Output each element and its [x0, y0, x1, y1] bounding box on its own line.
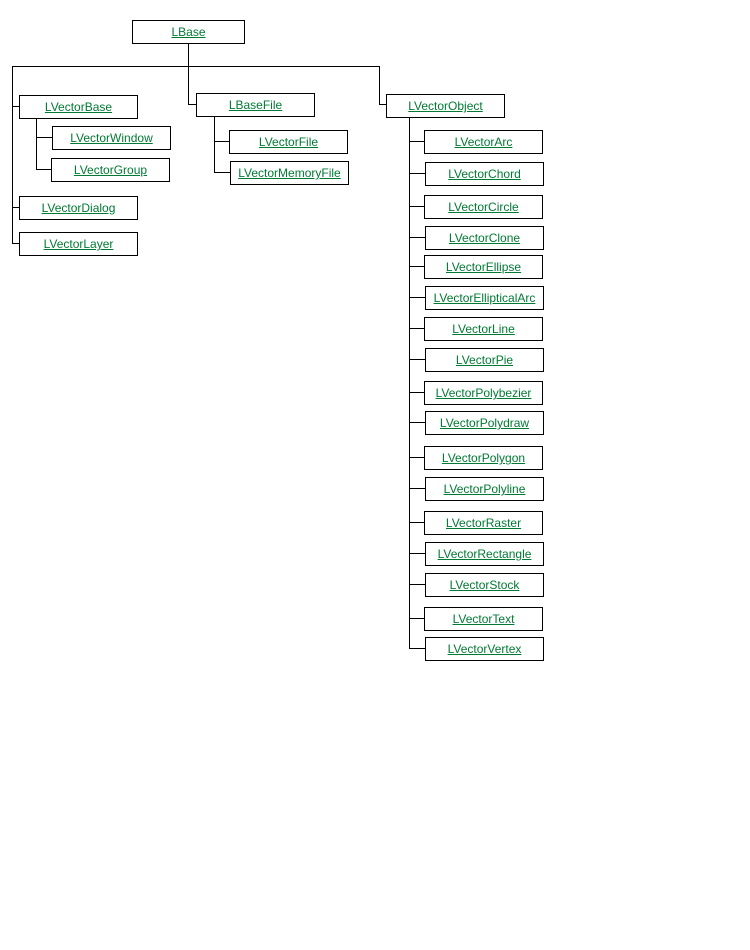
- connector-line: [409, 488, 425, 489]
- node-lvectorvertex: [425, 637, 544, 661]
- node-lvectortext: [424, 607, 543, 631]
- node-lvectormemoryfile: [230, 161, 349, 185]
- node-lvectorpolybezier: [424, 381, 543, 405]
- link-lvectorvertex[interactable]: LVectorVertex: [447, 642, 522, 656]
- link-lvectorpolydraw[interactable]: LVectorPolydraw: [439, 416, 530, 430]
- link-lvectorwindow[interactable]: LVectorWindow: [70, 131, 153, 145]
- node-lvectorrectangle: [425, 542, 544, 566]
- connector-line: [214, 172, 230, 173]
- connector-line: [409, 522, 424, 523]
- node-lbasefile: [196, 93, 315, 117]
- node-lvectorellipticalarc: [425, 286, 544, 310]
- link-lvectorobject[interactable]: LVectorObject: [408, 99, 483, 113]
- node-lvectorfile: [229, 130, 348, 154]
- link-lvectorchord[interactable]: LVectorChord: [448, 167, 521, 181]
- connector-line: [409, 297, 425, 298]
- connector-line: [409, 117, 410, 649]
- node-lvectordialog: [19, 196, 138, 220]
- connector-line: [409, 237, 425, 238]
- connector-line: [409, 584, 425, 585]
- connector-line: [409, 328, 424, 329]
- node-lvectorpolyline: [425, 477, 544, 501]
- link-lvectorellipse[interactable]: LVectorEllipse: [445, 260, 522, 274]
- link-lvectorraster[interactable]: LVectorRaster: [445, 516, 522, 530]
- node-lvectorline: [424, 317, 543, 341]
- node-lvectorarc: [424, 130, 543, 154]
- connector-line: [214, 141, 229, 142]
- link-lvectorbase[interactable]: LVectorBase: [44, 100, 113, 114]
- link-lvectorrectangle[interactable]: LVectorRectangle: [437, 547, 532, 561]
- link-lvectorcircle[interactable]: LVectorCircle: [448, 200, 519, 214]
- node-lvectorraster: [424, 511, 543, 535]
- connector-line: [214, 116, 215, 173]
- connector-line: [409, 457, 424, 458]
- node-lvectorstock: [425, 573, 544, 597]
- link-lvectorfile[interactable]: LVectorFile: [258, 135, 319, 149]
- connector-line: [188, 43, 189, 67]
- link-lvectormemoryfile[interactable]: LVectorMemoryFile: [238, 166, 341, 180]
- node-lvectorpolydraw: [425, 411, 544, 435]
- node-lvectorbase: [19, 95, 138, 119]
- connector-line: [188, 66, 189, 105]
- link-lvectorclone[interactable]: LVectorClone: [448, 231, 521, 245]
- link-lvectorpolybezier[interactable]: LVectorPolybezier: [435, 386, 532, 400]
- connector-line: [409, 359, 425, 360]
- link-lvectortext[interactable]: LVectorText: [452, 612, 515, 626]
- link-lbase[interactable]: LBase: [171, 25, 206, 39]
- link-lbasefile[interactable]: LBaseFile: [228, 98, 283, 112]
- connector-line: [36, 169, 51, 170]
- link-lvectorgroup[interactable]: LVectorGroup: [73, 163, 148, 177]
- node-lvectorchord: [425, 162, 544, 186]
- node-lvectorellipse: [424, 255, 543, 279]
- node-lvectorclone: [425, 226, 544, 250]
- connector-line: [36, 137, 52, 138]
- link-lvectorpie[interactable]: LVectorPie: [455, 353, 514, 367]
- link-lvectorlayer[interactable]: LVectorLayer: [43, 237, 114, 251]
- connector-line: [379, 66, 380, 105]
- link-lvectorstock[interactable]: LVectorStock: [449, 578, 520, 592]
- connector-line: [409, 553, 425, 554]
- connector-line: [409, 422, 425, 423]
- connector-line: [409, 206, 424, 207]
- link-lvectorpolygon[interactable]: LVectorPolygon: [441, 451, 526, 465]
- node-lvectorwindow: [52, 126, 171, 150]
- node-lvectorlayer: [19, 232, 138, 256]
- connector-line: [409, 141, 424, 142]
- node-lvectorgroup: [51, 158, 170, 182]
- connector-line: [12, 66, 13, 244]
- link-lvectorpolyline[interactable]: LVectorPolyline: [443, 482, 526, 496]
- connector-line: [12, 66, 380, 67]
- connector-line: [409, 648, 425, 649]
- node-lvectorcircle: [424, 195, 543, 219]
- connector-line: [409, 266, 424, 267]
- link-lvectorellipticalarc[interactable]: LVectorEllipticalArc: [433, 291, 536, 305]
- node-lvectorpolygon: [424, 446, 543, 470]
- link-lvectordialog[interactable]: LVectorDialog: [41, 201, 116, 215]
- connector-line: [409, 618, 424, 619]
- node-lvectorpie: [425, 348, 544, 372]
- link-lvectorarc[interactable]: LVectorArc: [454, 135, 513, 149]
- connector-line: [409, 173, 425, 174]
- connector-line: [36, 118, 37, 170]
- link-lvectorline[interactable]: LVectorLine: [452, 322, 515, 336]
- connector-line: [409, 392, 424, 393]
- node-lvectorobject: [386, 94, 505, 118]
- node-lbase: [132, 20, 245, 44]
